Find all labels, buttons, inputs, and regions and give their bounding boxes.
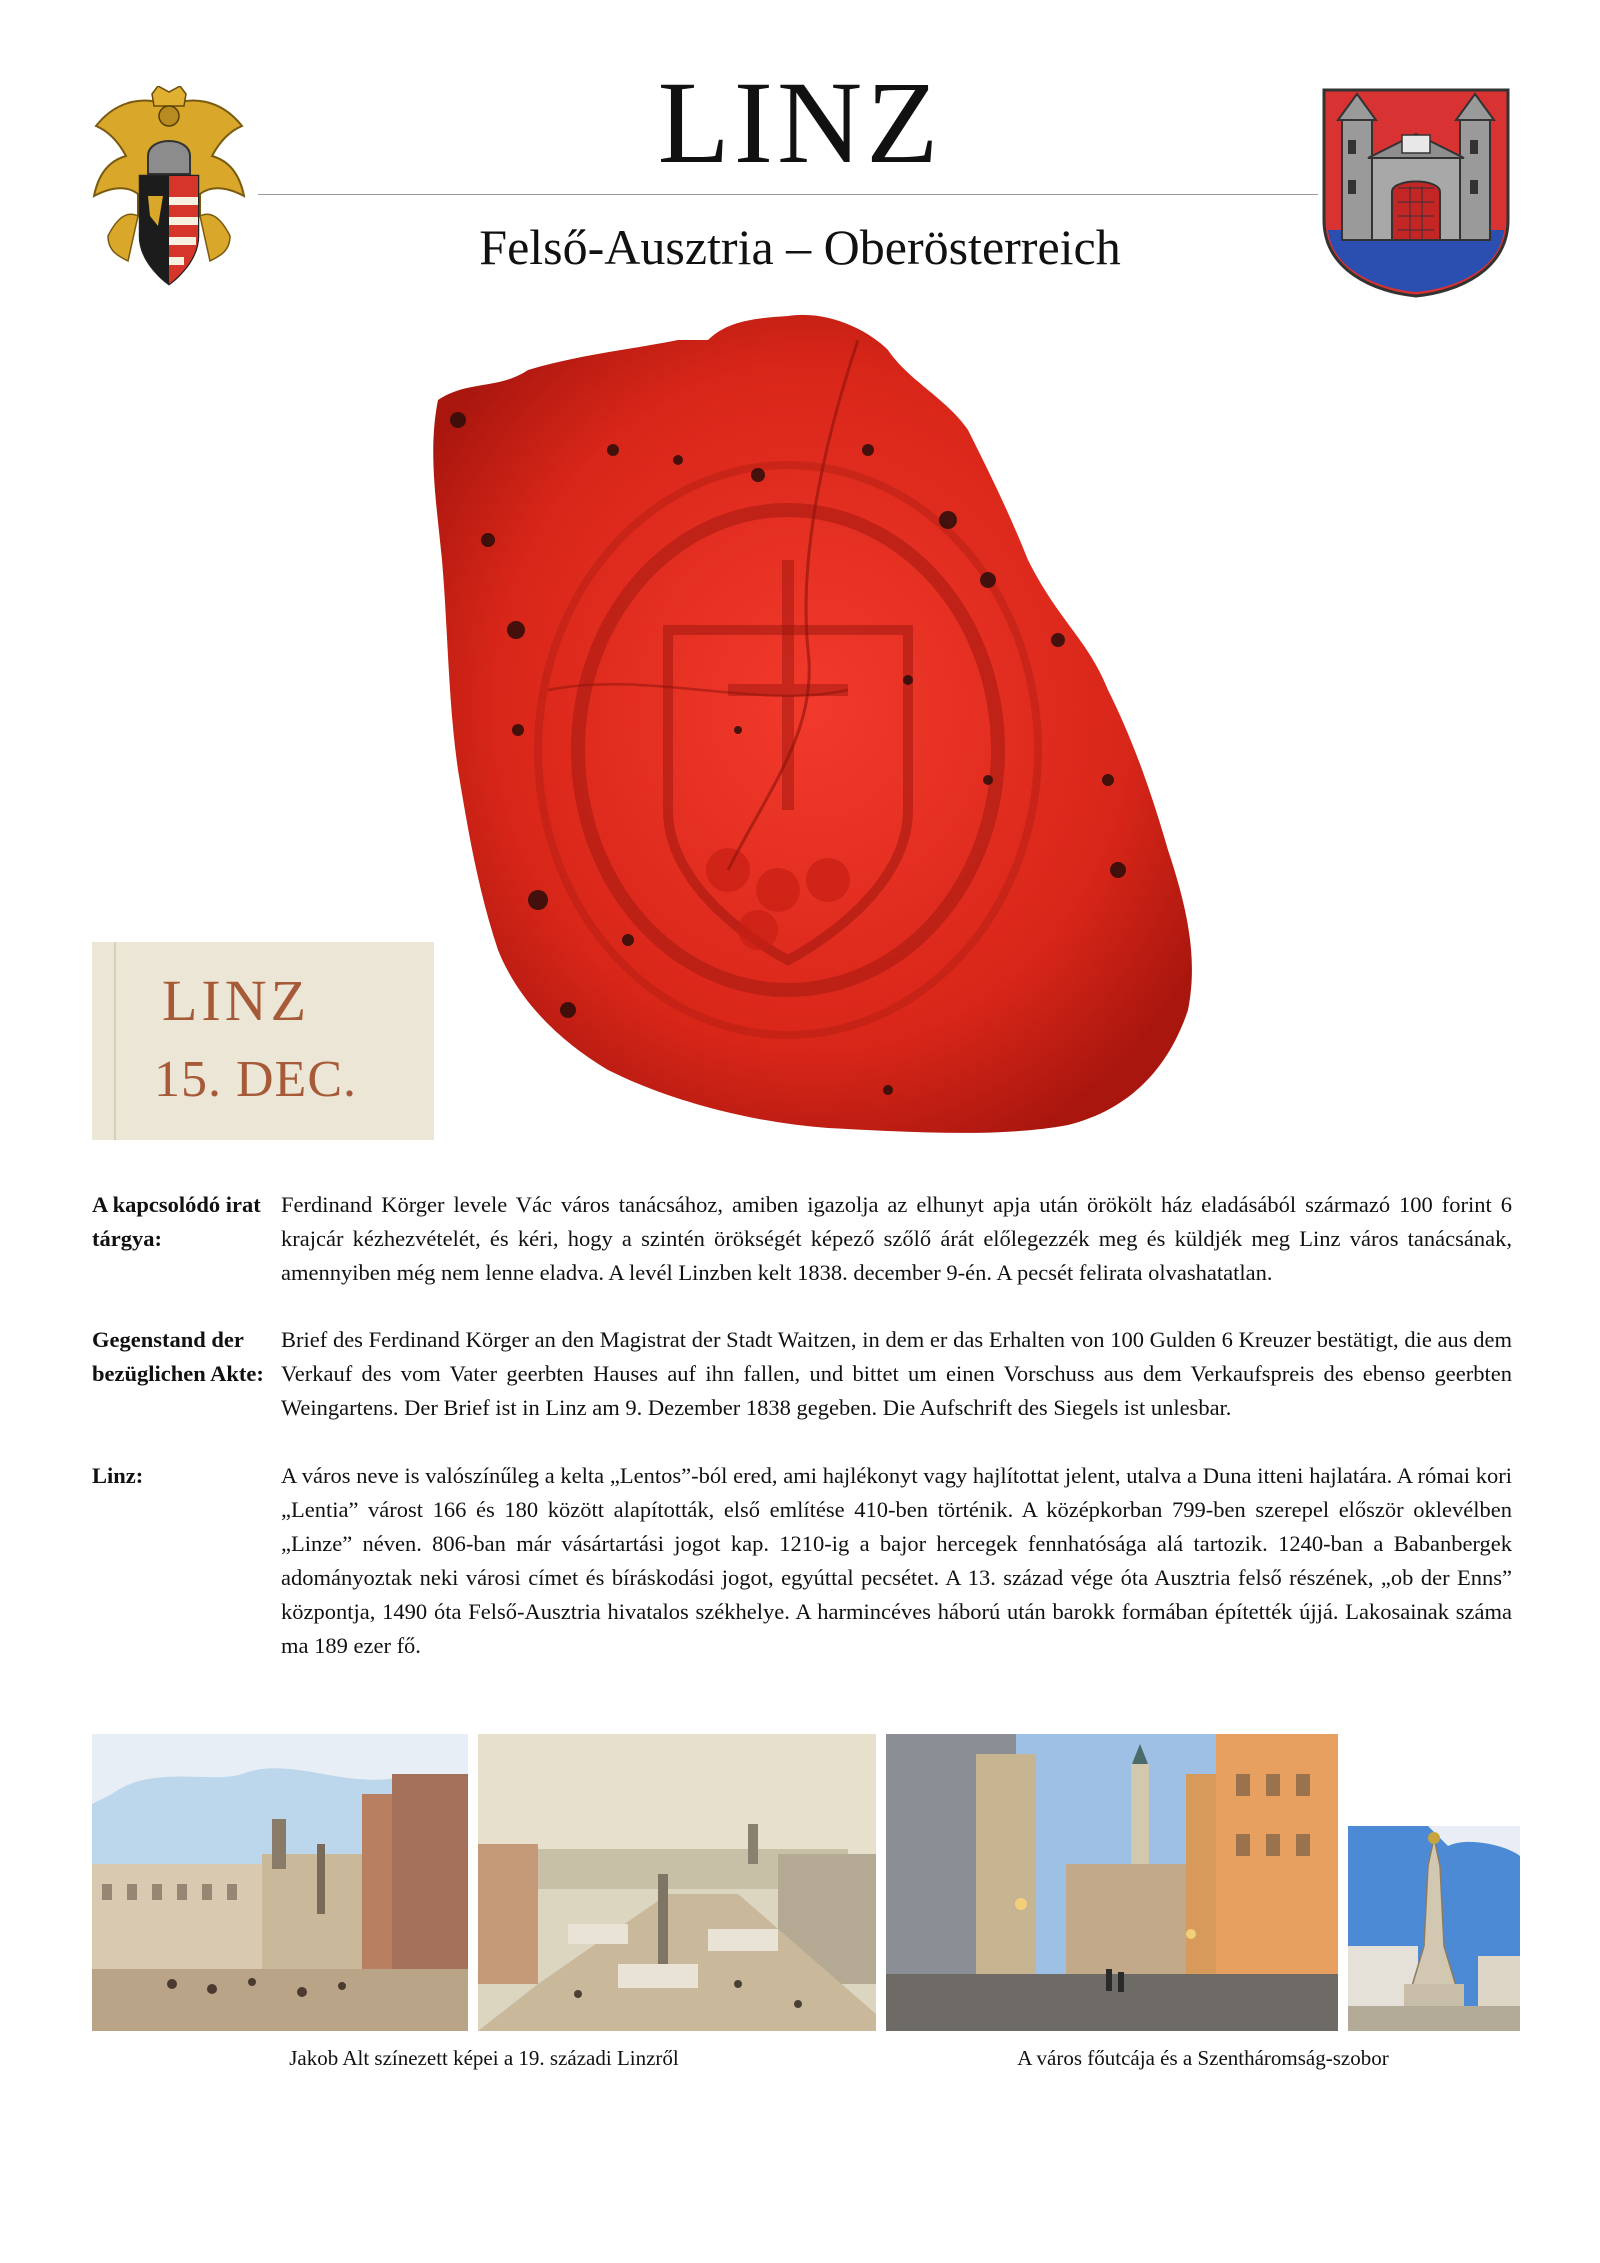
section-label-de: Gegenstand der bezüglichen Akte: <box>92 1327 264 1386</box>
jakob-alt-painting-market <box>478 1734 876 2031</box>
postmark-line-1: LINZ <box>162 968 311 1033</box>
trinity-column-photo <box>1348 1826 1520 2031</box>
caption-street-statue: A város főutcája és a Szentháromság-szobor <box>1017 2046 1389 2070</box>
wax-seal-photo <box>428 310 1200 1140</box>
section-text-de: Brief des Ferdinand Körger an den Magistrat der Stadt Waitzen, in dem er das Erhalten von 100 Gulden 6 Kreuzer bestätigt, die aus dem Verkauf des vom Vater geerbten Hauses auf ihn fallen, und bittet um einen Vorschuss aus dem Verkaufspreis des ebenso geerbten Weingartens. Der Brief ist in Linz am 9. Dezember 1838 gegeben. Die Aufschrift des Siegels ist unlesbar. <box>281 1327 1512 1420</box>
section-text-hu: Ferdinand Körger levele Vác város tanácsához, amiben igazolja az elhunyt apja után örökölt ház eladásából származó 100 forint 6 krajcár kézhezvételét, és kéri, hogy a szintén örökségét képező szőlő árát előlegezzék meg és küldjék meg Linz város tanácsának, amennyiben még nem lenne eladva. A levél Linzben kelt 1838. december 9-én. A pecsét felirata olvashatatlan. <box>281 1192 1512 1285</box>
page-title: LINZ <box>657 57 943 188</box>
postmark-photo <box>92 942 434 1140</box>
jakob-alt-painting-square <box>92 1734 468 2031</box>
main-street-photo <box>886 1734 1338 2031</box>
section-text-linz: A város neve is valószínűleg a kelta „Lentos”-ból ered, ami hajlékonyt vagy hajlítottat jelent, utalva a Duna itteni hajlatára. A római kori „Lentia” várost 166 és 180 között alapították, első említése 410-ben történik. A középkorban 799-ben szerepel először oklevélben „Linze” néven. 806-ban már vásártartási jogot kap. 1210-ig a bajor hercegek fennhatósága alá tartozik. 1240-ban a Babanbergek adományoztak neki városi címet és bíráskodási jogot, egyúttal pecsétet. A 13. század vége óta Ausztria felső részének, „ob der Enns” központja, 1490 óta Felső-Ausztria hivatalos székhelye. A harmincéves háború után barokk formában építették újjá. Lakosainak száma ma 189 ezer fő. <box>281 1463 1512 1658</box>
page-subtitle: Felső-Ausztria – Oberösterreich <box>479 219 1121 275</box>
title-divider <box>258 194 1318 195</box>
postmark-paper-fold <box>114 942 116 1140</box>
section-label-linz: Linz: <box>92 1463 144 1488</box>
section-label-hu: A kapcsolódó irat tárgya: <box>92 1192 261 1251</box>
caption-paintings: Jakob Alt színezett képei a 19. századi Linzről <box>289 2046 679 2070</box>
postmark-line-2: 15. DEC. <box>154 1051 357 1108</box>
